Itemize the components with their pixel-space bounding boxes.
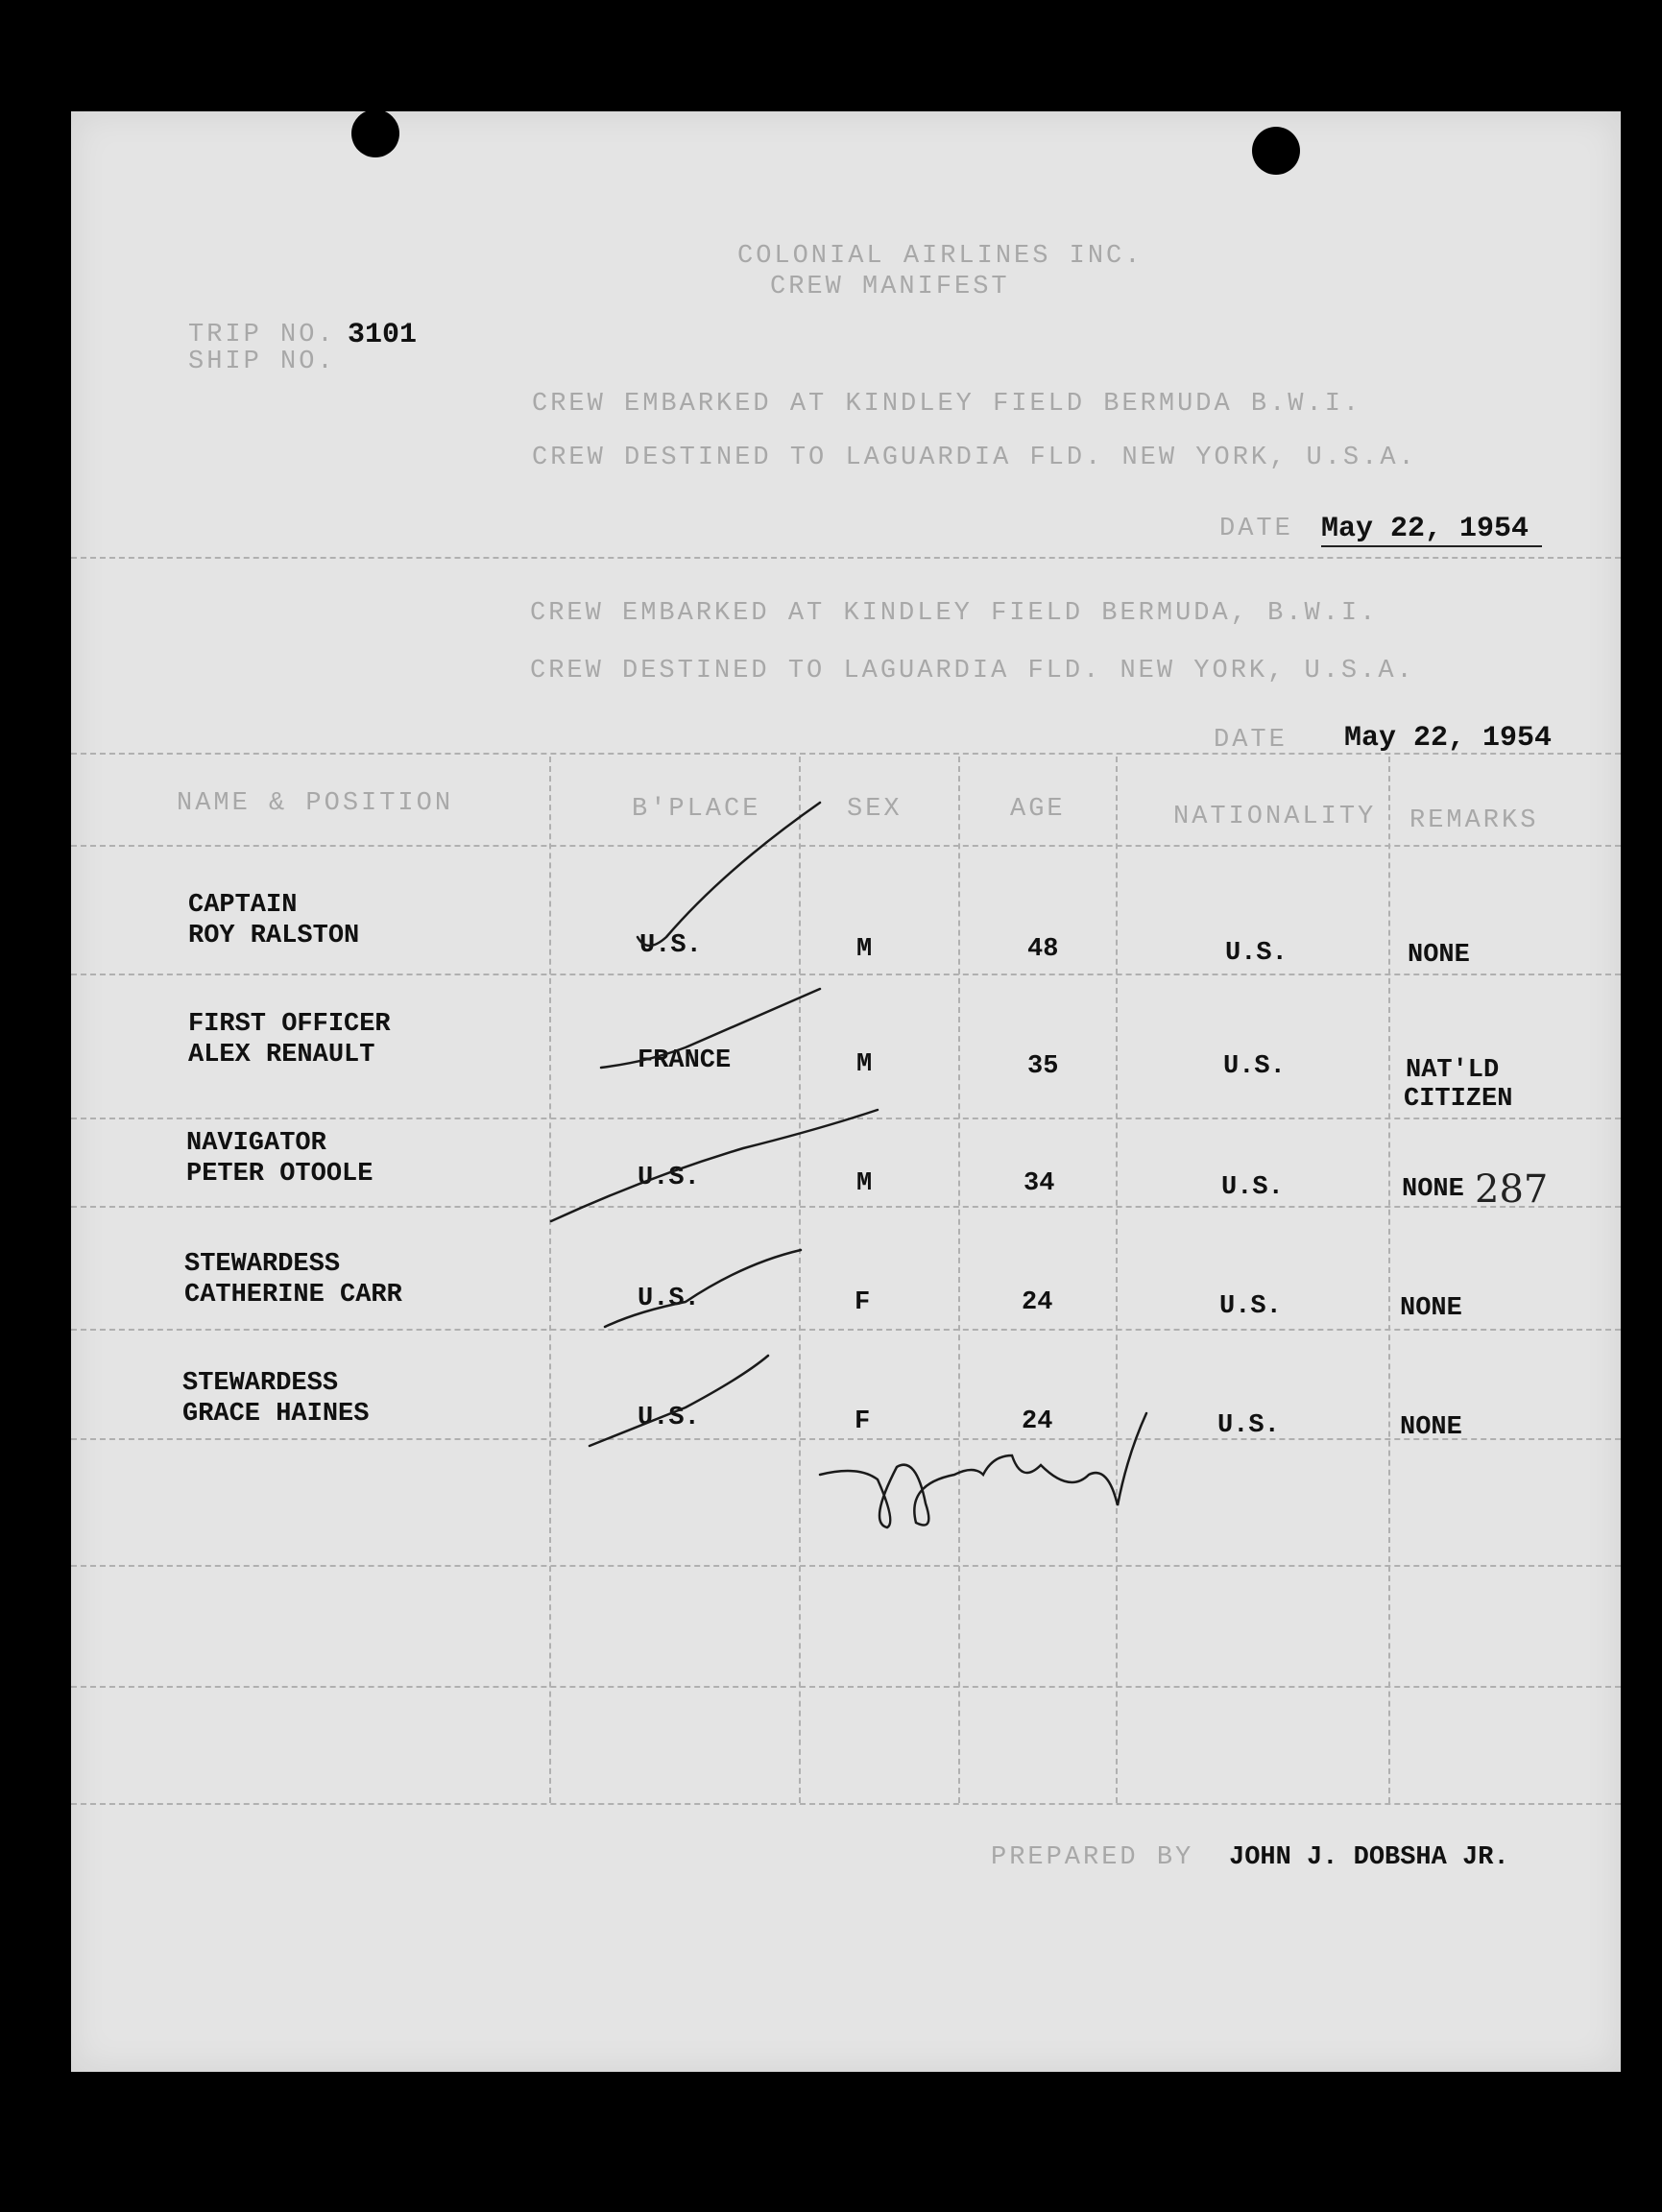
- crew-position: STEWARDESS: [184, 1250, 341, 1279]
- crew-remarks: NONE: [1400, 1413, 1462, 1442]
- trip-label: TRIP NO.: [188, 321, 336, 349]
- crew-age: 24: [1022, 1407, 1053, 1436]
- crew-name: CATHERINE CARR: [184, 1281, 402, 1310]
- crew-nationality: U.S.: [1219, 1292, 1282, 1321]
- date-value-2: May 22, 1954: [1344, 722, 1553, 755]
- crew-remarks: NAT'LD: [1406, 1056, 1500, 1085]
- crew-remarks: NONE: [1400, 1294, 1462, 1323]
- header-age: AGE: [1010, 795, 1066, 824]
- crew-sex: M: [856, 1050, 873, 1079]
- crew-sex: F: [855, 1288, 871, 1317]
- crew-name: GRACE HAINES: [182, 1400, 370, 1429]
- page-stamp-number: 287: [1475, 1167, 1549, 1212]
- destined-line-1: CREW DESTINED TO LAGUARDIA FLD. NEW YORK, U.S.A.: [532, 444, 1417, 472]
- crew-bplace: U.S.: [638, 1404, 700, 1432]
- crew-sex: M: [856, 935, 873, 964]
- checkmark-icon: [590, 1356, 768, 1446]
- crew-nationality: U.S.: [1221, 1173, 1284, 1202]
- crew-nationality: U.S.: [1223, 1052, 1286, 1081]
- destined-line-2: CREW DESTINED TO LAGUARDIA FLD. NEW YORK, U.S.A.: [530, 657, 1415, 685]
- crew-name: PETER OTOOLE: [186, 1160, 373, 1189]
- crew-age: 24: [1022, 1288, 1053, 1317]
- header-name-position: NAME & POSITION: [177, 789, 454, 818]
- date-value-1: May 22, 1954: [1321, 513, 1530, 545]
- prepared-by-name: JOHN J. DOBSHA JR.: [1229, 1843, 1509, 1872]
- crew-position: CAPTAIN: [188, 891, 298, 920]
- header-sex: SEX: [847, 795, 903, 824]
- crew-nationality: U.S.: [1217, 1411, 1280, 1440]
- crew-position: STEWARDESS: [182, 1369, 339, 1398]
- crew-sex: M: [856, 1169, 873, 1198]
- handwritten-marks: [71, 111, 1621, 2072]
- crew-remarks: NONE: [1408, 941, 1470, 970]
- header-bplace: B'PLACE: [632, 795, 761, 824]
- embarked-line-2: CREW EMBARKED AT KINDLEY FIELD BERMUDA, B.W.I.: [530, 599, 1379, 628]
- manifest-page: [71, 111, 1621, 2072]
- date-label-2: DATE: [1214, 726, 1288, 755]
- crew-bplace: U.S.: [639, 931, 702, 960]
- date-label-1: DATE: [1219, 515, 1293, 543]
- checkmark-icon: [601, 989, 820, 1068]
- crew-nationality: U.S.: [1225, 939, 1288, 968]
- document-type: CREW MANIFEST: [770, 273, 1010, 301]
- company-name: COLONIAL AIRLINES INC.: [737, 242, 1144, 271]
- crew-position: FIRST OFFICER: [188, 1010, 391, 1039]
- crew-name: ALEX RENAULT: [188, 1041, 375, 1070]
- crew-name: ROY RALSTON: [188, 922, 360, 950]
- crew-age: 48: [1027, 935, 1059, 964]
- crew-bplace: U.S.: [638, 1285, 700, 1313]
- checkmark-icon: [638, 803, 820, 946]
- ship-label: SHIP NO.: [188, 348, 336, 376]
- crew-remarks-line-2: CITIZEN: [1404, 1085, 1513, 1114]
- prepared-by-label: PREPARED BY: [991, 1843, 1194, 1872]
- crew-age: 34: [1024, 1169, 1055, 1198]
- crew-sex: F: [855, 1407, 871, 1436]
- crew-position: NAVIGATOR: [186, 1129, 326, 1158]
- crew-remarks: NONE: [1402, 1175, 1464, 1204]
- checkmark-icon: [551, 1110, 878, 1221]
- embarked-line-1: CREW EMBARKED AT KINDLEY FIELD BERMUDA B.W.I.: [532, 390, 1362, 419]
- header-nationality: NATIONALITY: [1173, 803, 1377, 831]
- trip-number: 3101: [348, 319, 418, 351]
- crew-age: 35: [1027, 1052, 1059, 1081]
- crew-bplace: FRANCE: [638, 1046, 732, 1075]
- checkmark-icon: [605, 1250, 801, 1327]
- header-remarks: REMARKS: [1409, 806, 1539, 835]
- signature-icon: [820, 1413, 1146, 1527]
- crew-bplace: U.S.: [638, 1164, 700, 1192]
